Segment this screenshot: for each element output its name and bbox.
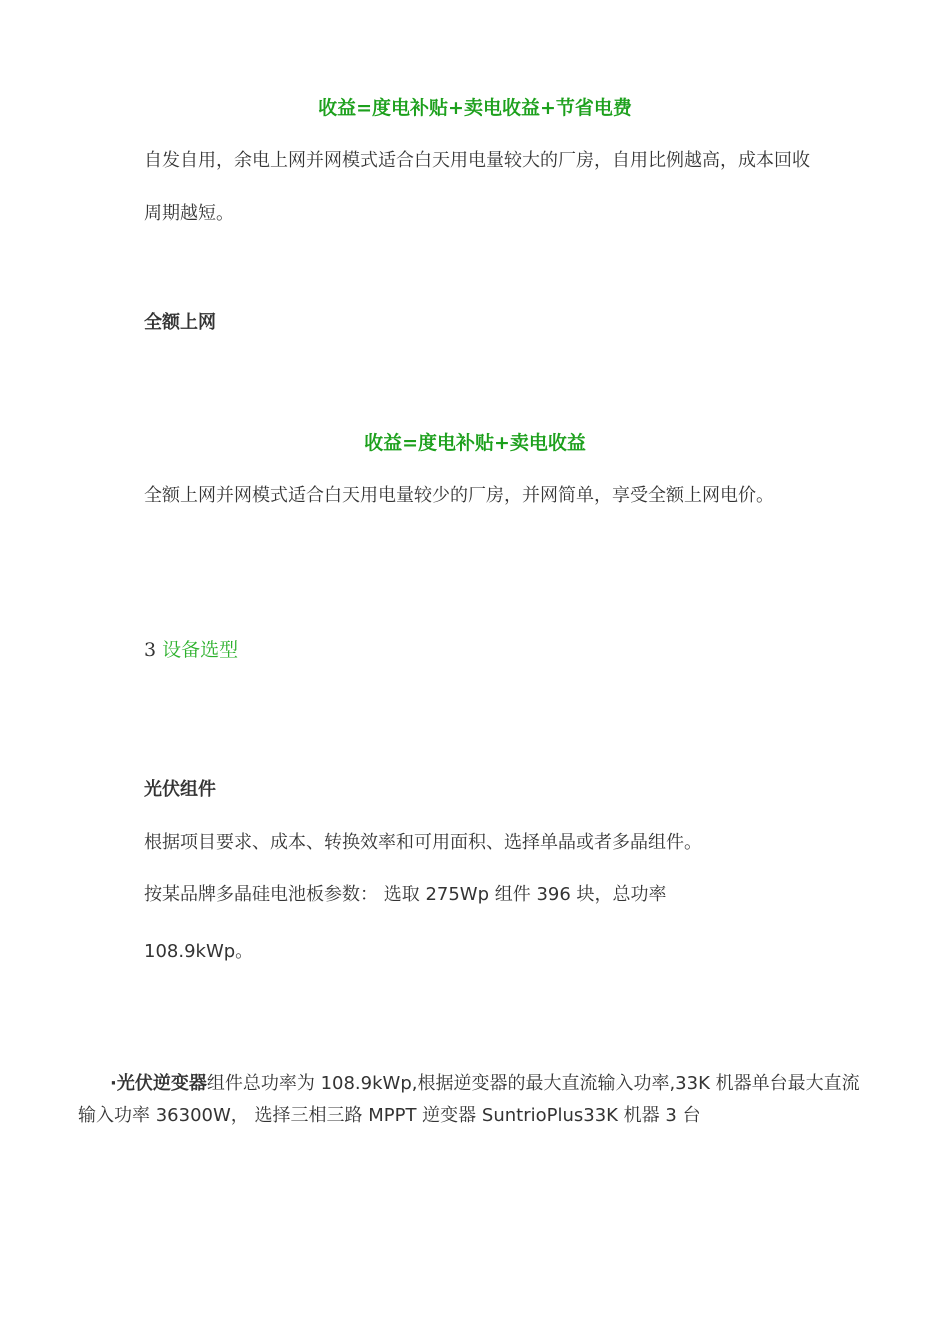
section-title: 设备选型 <box>162 639 239 661</box>
inverter-text: 组件总功率为 108.9kWp,根据逆变器的最大直流输入功率,33K 机器单台最大直流输入功率 36300W， 选择三相三路 MPPT 逆变器 SuntrioPlus33K 机器 3 台 <box>78 1073 860 1126</box>
inverter-paragraph <box>78 1068 868 1132</box>
pv-module-line-3: 108.9kWp。 <box>144 941 254 962</box>
pv-module-heading: 光伏组件 <box>144 779 216 800</box>
full-grid-heading: 全额上网 <box>144 312 216 333</box>
full-grid-description: 全额上网并网模式适合白天用电量较少的厂房，并网简单，享受全额上网电价。 <box>144 485 774 506</box>
section-number: 3 <box>144 639 157 661</box>
section-heading-equipment <box>144 638 238 662</box>
formula-full-grid: 收益=度电补贴+卖电收益 <box>364 432 586 454</box>
formula-self-use: 收益=度电补贴+卖电收益+节省电费 <box>318 97 632 119</box>
pv-module-line-1: 根据项目要求、成本、转换效率和可用面积、选择单晶或者多晶组件。 <box>144 832 702 853</box>
inverter-lead: ·光伏逆变器 <box>110 1073 207 1094</box>
self-use-description-line-1: 自发自用，余电上网并网模式适合白天用电量较大的厂房，自用比例越高，成本回收 <box>144 150 810 171</box>
pv-module-line-2: 按某品牌多晶硅电池板参数： 选取 275Wp 组件 396 块，总功率 <box>144 884 667 905</box>
self-use-description-line-2: 周期越短。 <box>144 203 234 224</box>
